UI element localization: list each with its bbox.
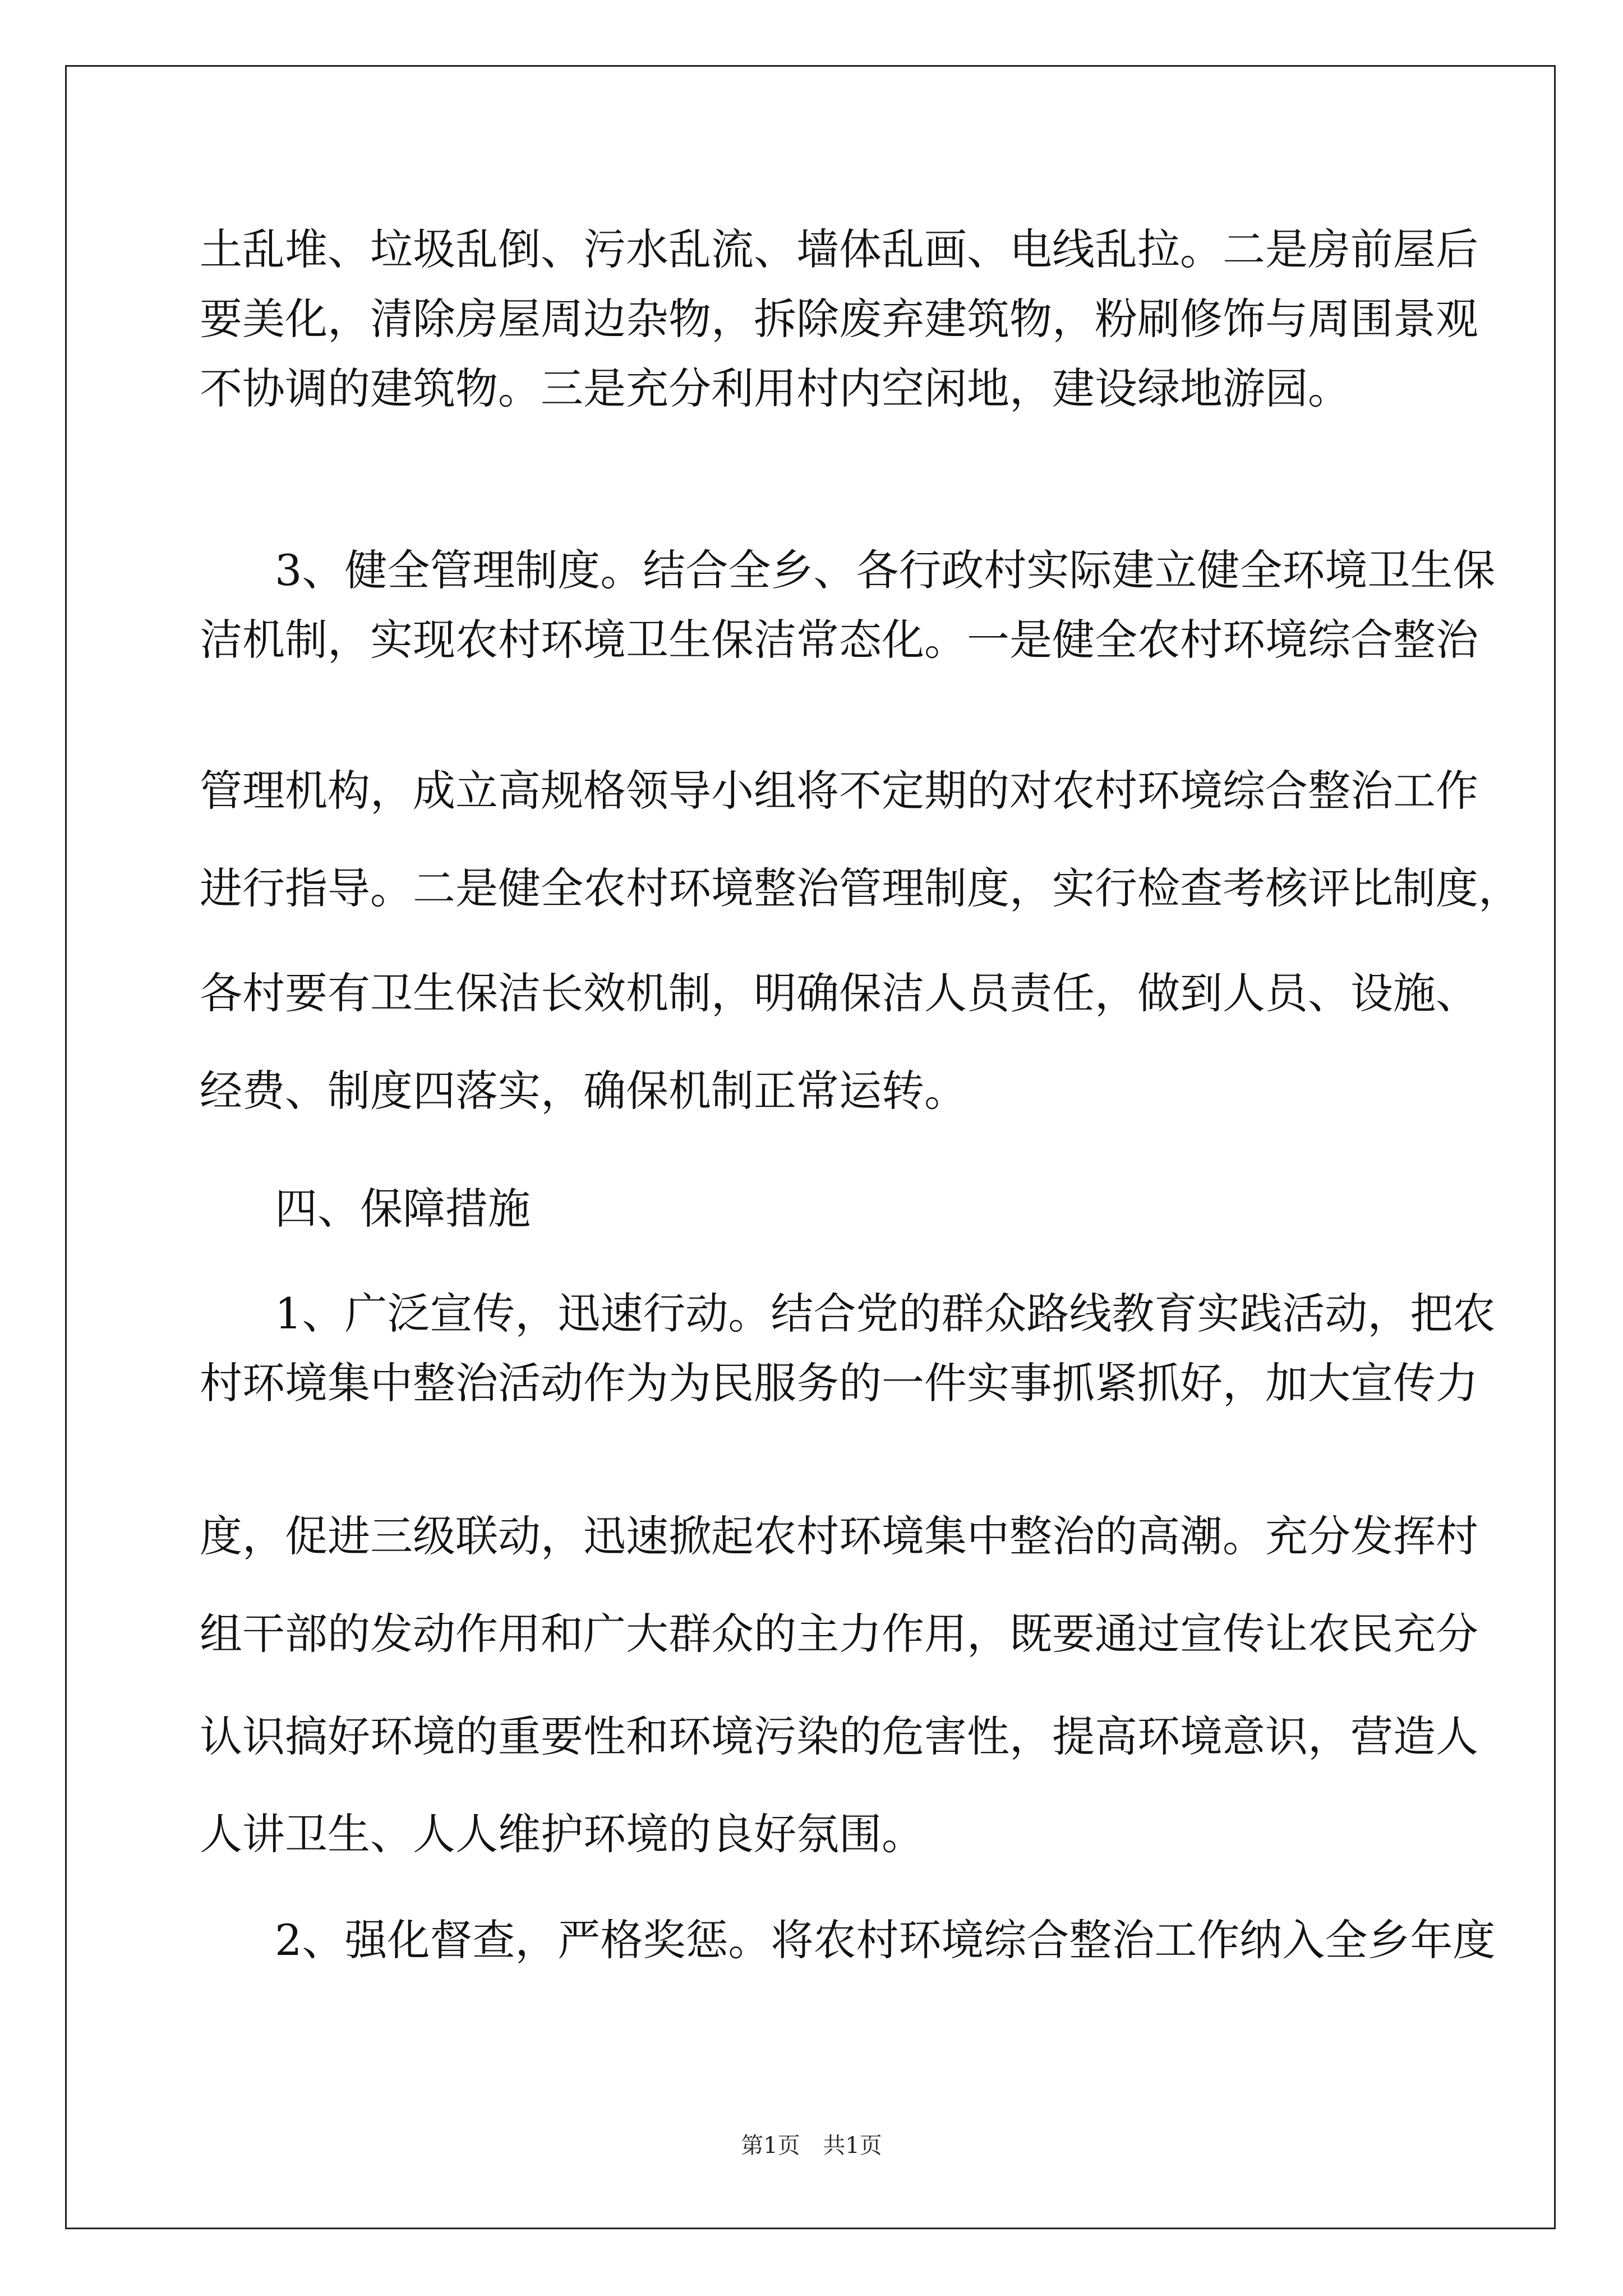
page-number: 第1页 (741, 2133, 800, 2159)
text-line: 经费、制度四落实，确保机制正常运转。 (200, 1066, 967, 1116)
text-line: 1、广泛宣传，迅速行动。结合党的群众路线教育实践活动，把农 (275, 1289, 1496, 1338)
text-line: 管理机构，成立高规格领导小组将不定期的对农村环境综合整治工作 (200, 766, 1478, 816)
text-line: 进行指导。二是健全农村环境整治管理制度，实行检查考核评比制度， (200, 863, 1521, 913)
section-heading: 四、保障措施 (275, 1184, 531, 1234)
text-line: 认识搞好环境的重要性和环境污染的危害性，提高环境意识，营造人 (200, 1711, 1478, 1761)
text-line: 3、健全管理制度。结合全乡、各行政村实际建立健全环境卫生保 (275, 545, 1496, 595)
text-line: 组干部的发动作用和广大群众的主力作用，既要通过宣传让农民充分 (200, 1609, 1478, 1659)
text-line: 洁机制，实现农村环境卫生保洁常态化。一是健全农村环境综合整治 (200, 615, 1478, 665)
page-footer (0, 2132, 1623, 2160)
text-line: 村环境集中整治活动作为为民服务的一件实事抓紧抓好，加大宣传力 (200, 1358, 1478, 1408)
text-line: 土乱堆、垃圾乱倒、污水乱流、墙体乱画、电线乱拉。二是房前屋后 (200, 224, 1478, 274)
text-line: 2、强化督查，严格奖惩。将农村环境综合整治工作纳入全乡年度 (275, 1915, 1496, 1965)
text-line: 人讲卫生、人人维护环境的良好氛围。 (200, 1809, 924, 1859)
page-total: 共1页 (823, 2133, 882, 2159)
text-line: 不协调的建筑物。三是充分利用村内空闲地，建设绿地游园。 (200, 364, 1350, 413)
text-line: 要美化，清除房屋周边杂物，拆除废弃建筑物，粉刷修饰与周围景观 (200, 294, 1478, 344)
text-line: 度，促进三级联动，迅速掀起农村环境集中整治的高潮。充分发挥村 (200, 1511, 1478, 1561)
text-line: 各村要有卫生保洁长效机制，明确保洁人员责任，做到人员、设施、 (200, 968, 1478, 1018)
